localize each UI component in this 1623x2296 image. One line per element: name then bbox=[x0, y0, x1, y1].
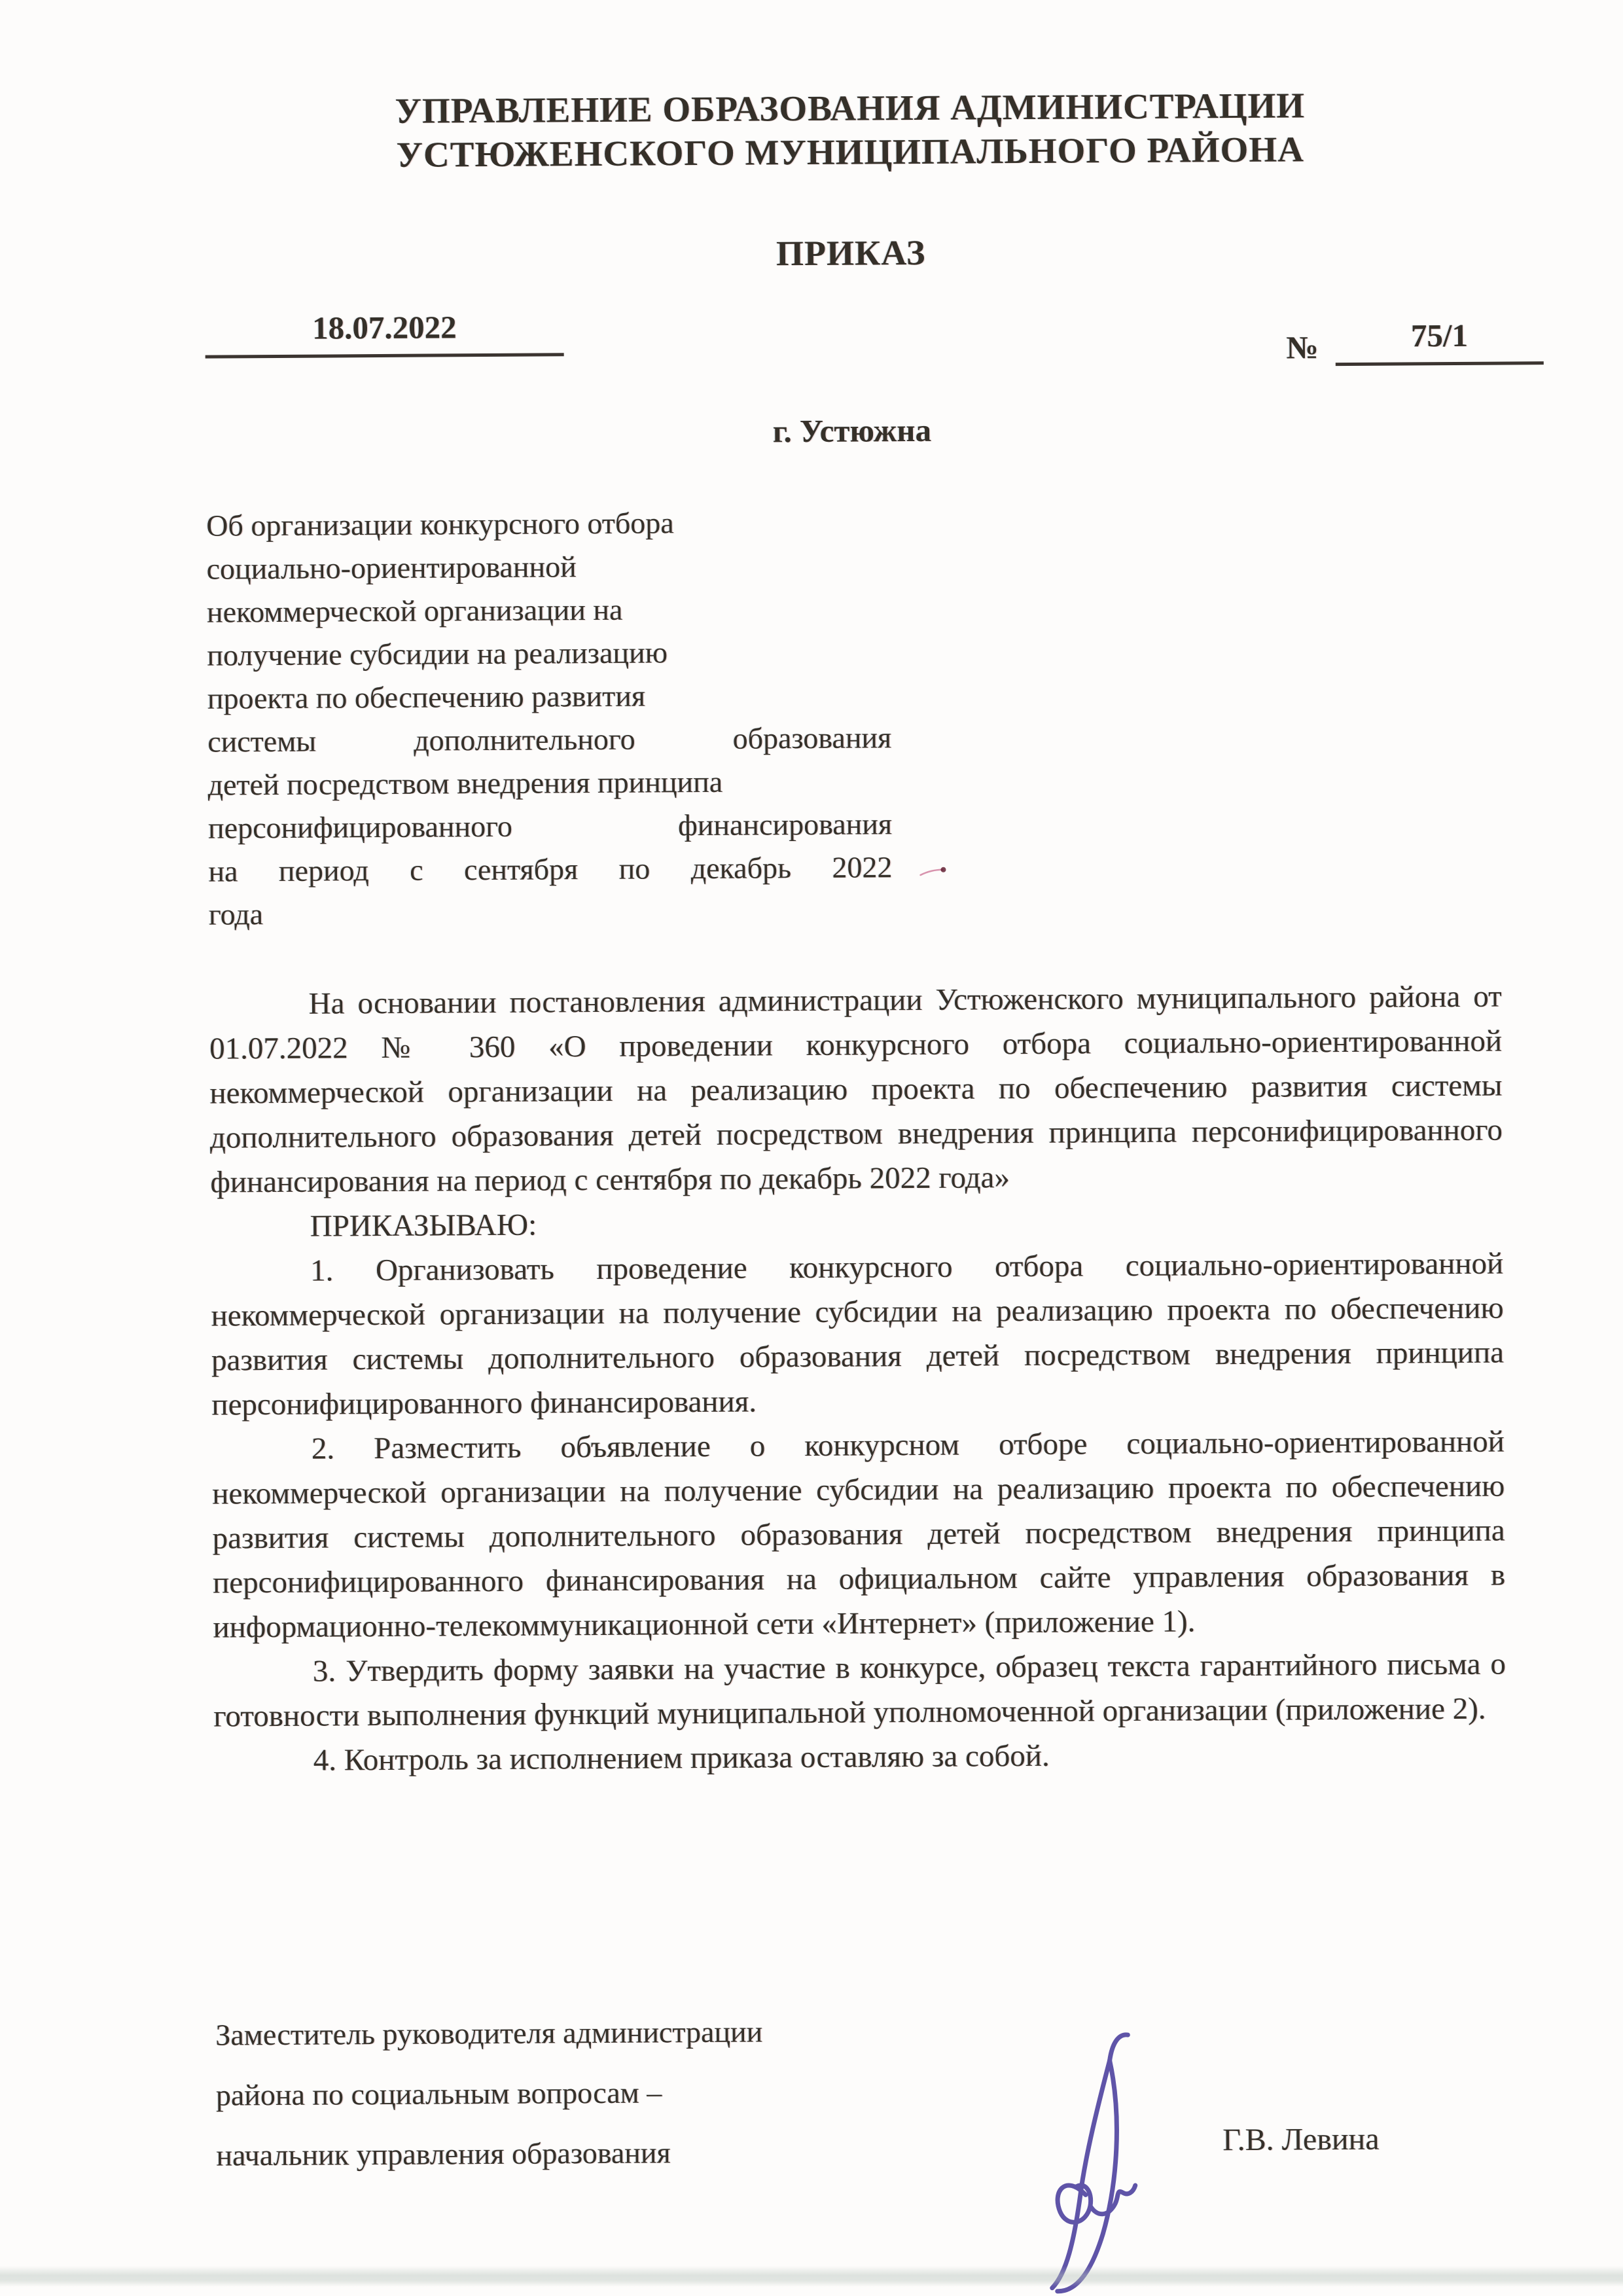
subject-line: получение субсидии на реализацию bbox=[207, 636, 668, 672]
subject-line: года bbox=[208, 897, 264, 931]
scanner-edge-band bbox=[0, 2266, 1623, 2287]
subject-line: некоммерческой организации на bbox=[206, 592, 623, 629]
signature-position-line2: района по социальным вопросам – bbox=[215, 2075, 662, 2112]
subject-line: на период с сентября по декабрь 2022 bbox=[208, 850, 893, 888]
intro-paragraph: На основании постановления администрации Устюженского муниципального района от 01.07.2022 № 360 «О проведении конкурсного отбора социально-ориентированной некоммерческой организации на реализацию проекта по обеспечению развития системы дополнительного образования детей посредством внедрения принципа персонифицированного финансирования на период с сентября по декабрь 2022 года» bbox=[209, 979, 1503, 1200]
number-sign: № bbox=[1286, 329, 1319, 366]
document-body bbox=[209, 975, 1507, 1784]
order-item-2: 2. Разместить объявление о конкурсном отборе социально-ориентированной некоммерческой организации на получение субсидии на реализацию проекта по обеспечению развития системы дополнительного образования детей посредством внедрения принципа персонифицированного финансирования на официальном сайте управления образования в информационно-телекоммуникационной сети «Интернет» (приложение 1). bbox=[212, 1424, 1506, 1645]
subject-line: Об организации конкурсного отбора bbox=[206, 506, 674, 543]
signature-position-line3: начальник управления образования bbox=[216, 2136, 671, 2172]
subject-line: системы дополнительного образования bbox=[207, 721, 892, 759]
order-item-3: 3. Утвердить форму заявки на участие в конкурсе, образец текста гарантийного письма о готовности выполнения функций муниципальной уполномоченной организации (приложение 2). bbox=[213, 1647, 1507, 1734]
organization-name-line2: УСТЮЖЕНСКОГО МУНИЦИПАЛЬНОГО РАЙОНА bbox=[396, 129, 1305, 175]
document-subject bbox=[206, 500, 893, 936]
signature-position-title bbox=[215, 2001, 976, 2186]
subject-line: персонифицированного финансирования bbox=[207, 807, 893, 845]
order-item-4: 4. Контроль за исполнением приказа оставляю за собой. bbox=[313, 1738, 1050, 1778]
organization-name-line1: УПРАВЛЕНИЕ ОБРАЗОВАНИЯ АДМИНИСТРАЦИИ bbox=[395, 85, 1306, 131]
order-item-1: 1. Организовать проведение конкурсного отбора социально-ориентированной некоммерческой организации на получение субсидии на реализацию проекта по обеспечению развития системы дополнительного образования детей посредством внедрения принципа персонифицированного финансирования. bbox=[211, 1246, 1505, 1422]
subject-line: проекта по обеспечению развития bbox=[207, 679, 646, 715]
subject-line: социально-ориентированной bbox=[206, 550, 577, 586]
organization-name bbox=[204, 82, 1497, 178]
reference-row bbox=[205, 302, 1543, 366]
document-number-field bbox=[1286, 316, 1544, 366]
signature-name: Г.В. Левина bbox=[1222, 2121, 1380, 2158]
document-date: 18.07.2022 bbox=[205, 308, 563, 358]
document-type-title: ПРИКАЗ bbox=[776, 232, 926, 274]
resolution-word: ПРИКАЗЫВАЮ: bbox=[310, 1208, 537, 1244]
document-number: 75/1 bbox=[1335, 316, 1543, 366]
signature-position-line1: Заместитель руководителя администрации bbox=[215, 2015, 763, 2052]
document-place: г. Устюжна bbox=[772, 412, 932, 450]
subject-line: детей посредством внедрения принципа bbox=[207, 764, 723, 802]
signature-ink bbox=[967, 1998, 1178, 2295]
ink-fleck-artifact bbox=[919, 865, 948, 879]
